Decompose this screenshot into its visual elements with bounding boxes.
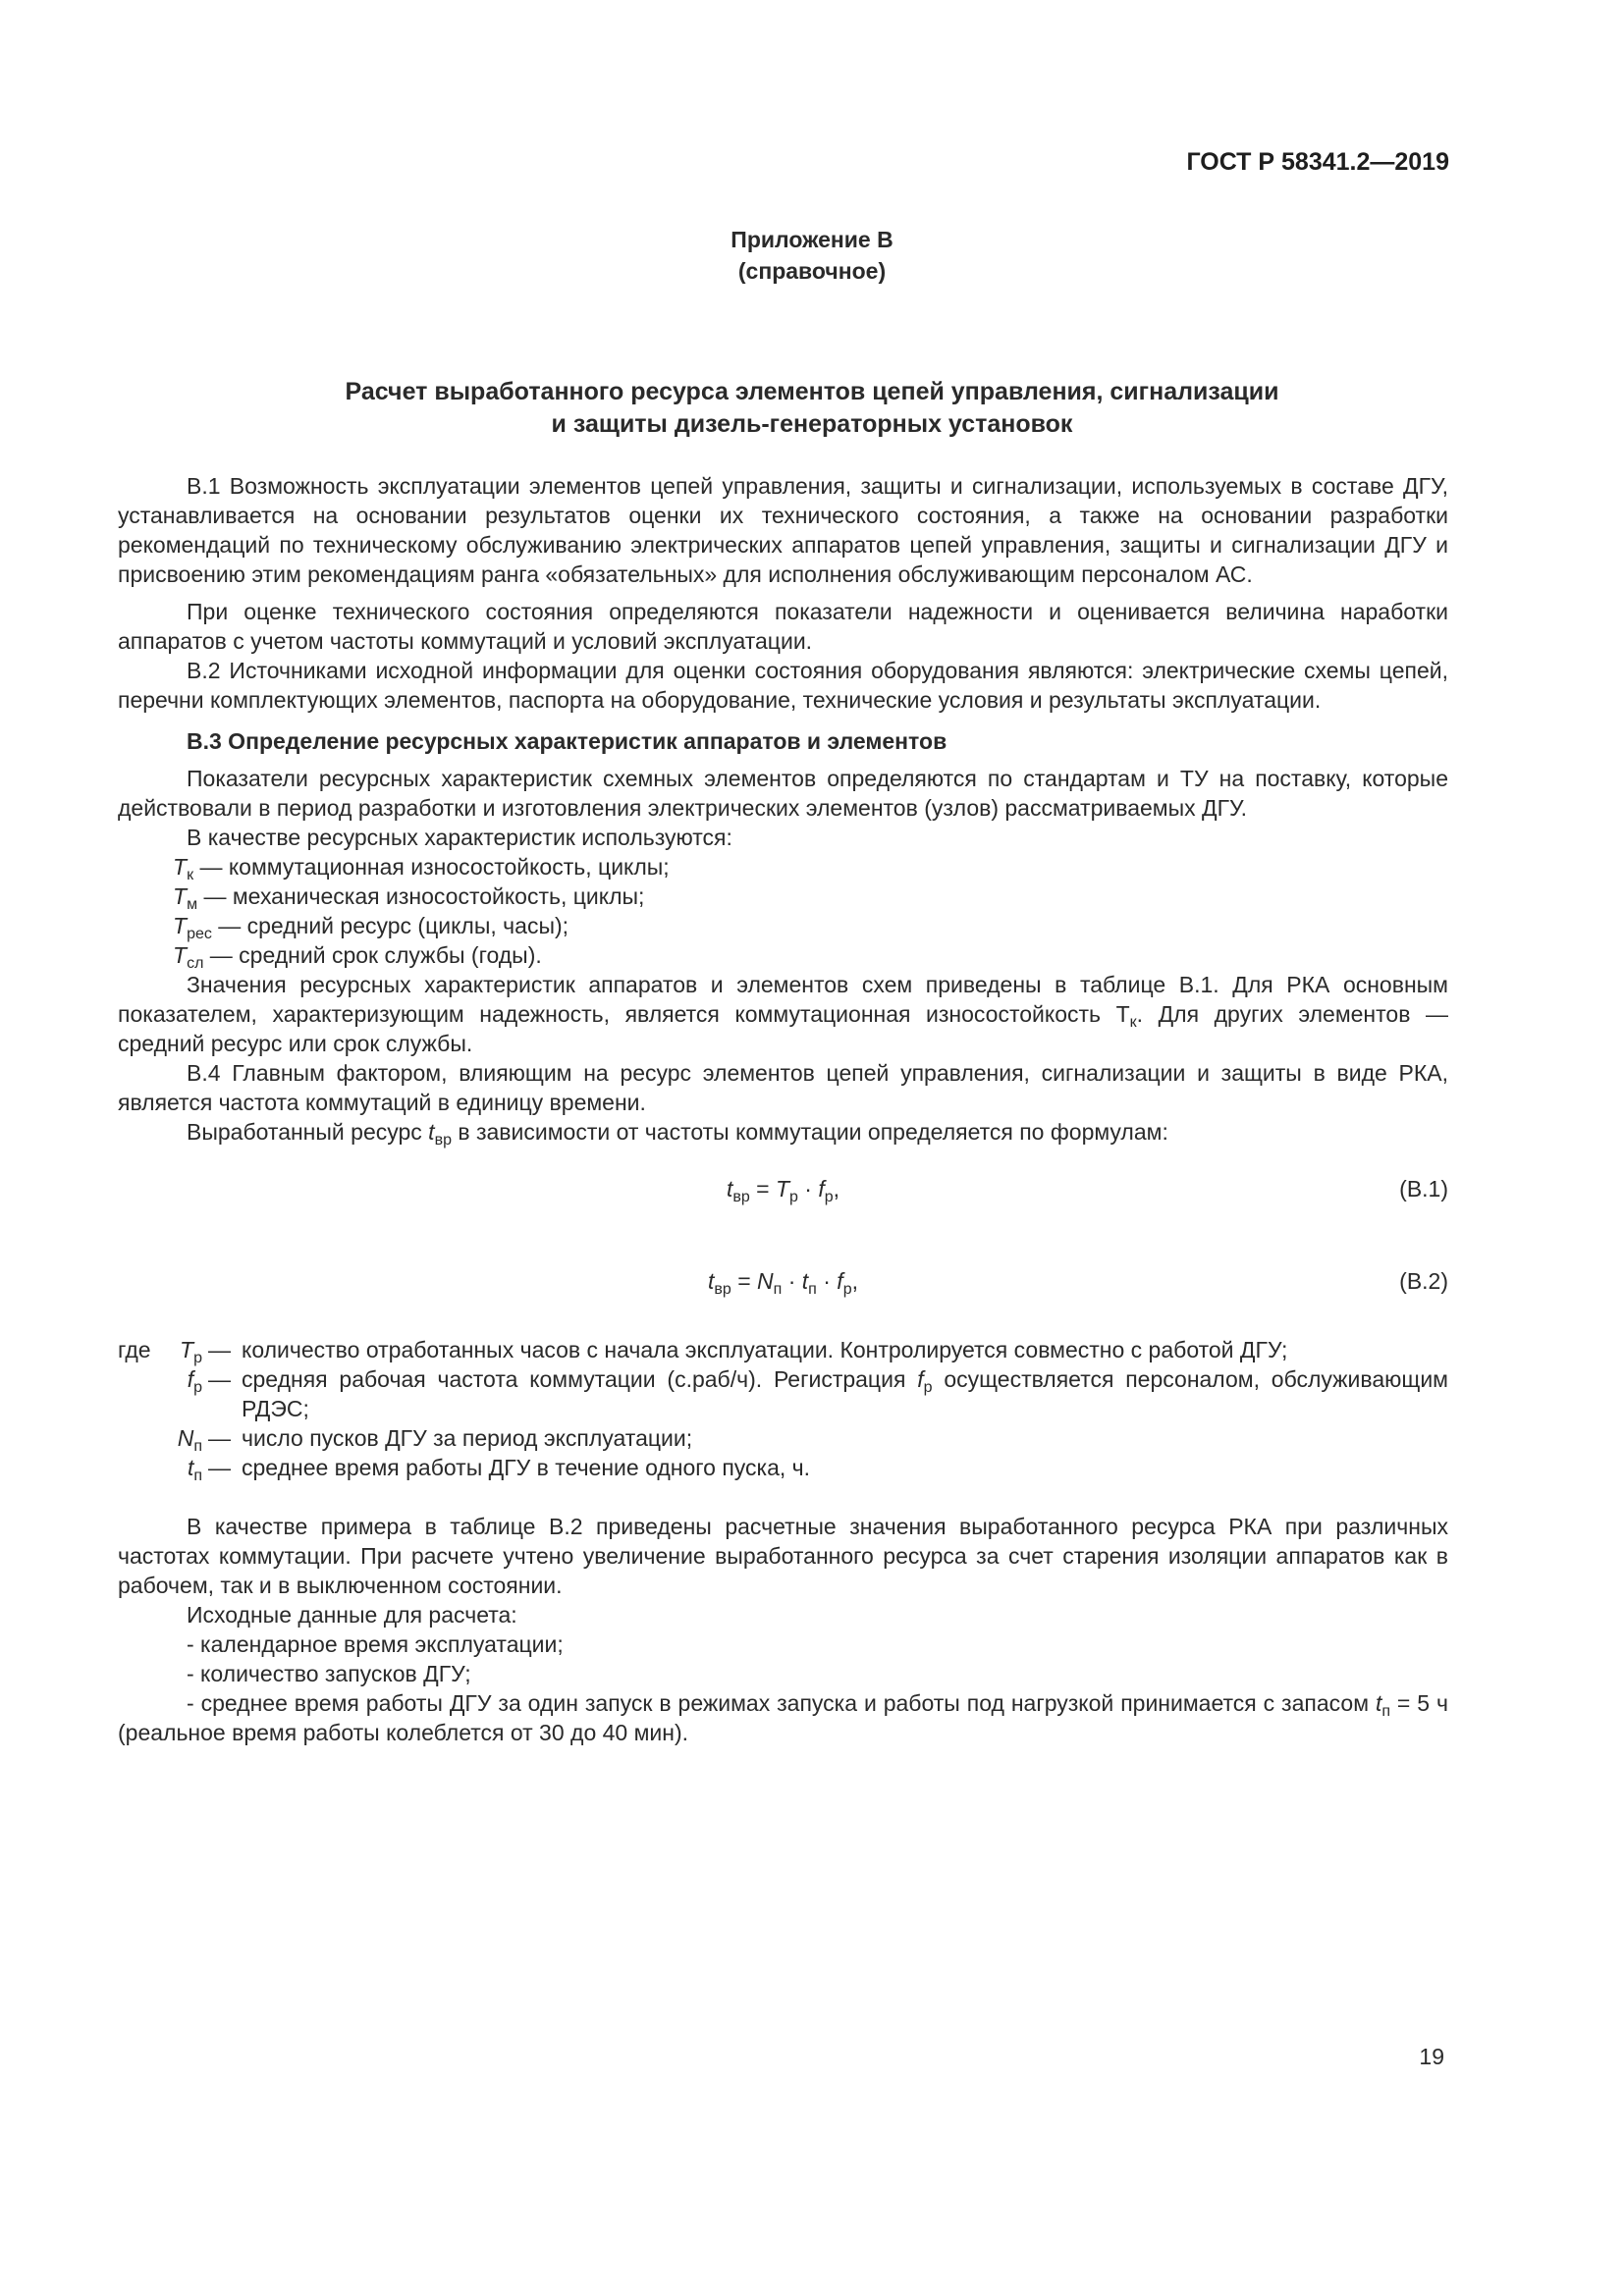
document-body <box>118 471 1448 1747</box>
paragraph-b3b: В качестве ресурсных характеристик используются: <box>187 825 732 850</box>
paragraph-b4: В.4 Главным фактором, влияющим на ресурс элементов цепей управления, сигнализации и защиты в виде РКА, является частота коммутаций в единицу времени. <box>118 1060 1448 1115</box>
where-definitions <box>118 1335 1448 1482</box>
paragraph-example: В качестве примера в таблице В.2 приведены расчетные значения выработанного ресурса РКА при различных частотах коммутации. При расчете учтено увеличение выработанного ресурса за счет старения изоляции аппаратов как в рабочем, так и в выключенном состоянии. <box>118 1514 1448 1598</box>
section-heading-b3: В.3 Определение ресурсных характеристик аппаратов и элементов <box>187 728 947 754</box>
appendix-title: Приложение В <box>731 227 893 252</box>
list-item: $T_м$ — механическая износостойкость, циклы; <box>173 883 645 913</box>
formula-number: (В.1) <box>1399 1176 1448 1201</box>
page-number: 19 <box>1419 2044 1444 2069</box>
characteristics-list <box>118 852 1448 970</box>
initial-data-item: - среднее время работы ДГУ за один запуск в режимах запуска и работы под нагрузкой принимается с запасом $t_п = 5$ ч (реальное время работы колеблется от 30 до 40 мин). <box>118 1690 1448 1745</box>
standard-code: ГОСТ Р 58341.2—2019 <box>1186 148 1449 176</box>
paragraph-b2: В.2 Источниками исходной информации для оценки состояния оборудования являются: электрические схемы цепей, перечни комплектующих элементов, паспорта на оборудование, технические условия и результаты эксплуатации. <box>118 658 1448 713</box>
formula-b1 <box>118 1174 1448 1207</box>
initial-data-item: - количество запусков ДГУ; <box>187 1661 471 1686</box>
where-label: где <box>118 1337 151 1362</box>
appendix-type: (справочное) <box>737 258 887 284</box>
paragraph-b1b: При оценке технического состояния определяются показатели надежности и оценивается величина наработки аппаратов с учетом частоты коммутаций и условий эксплуатации. <box>118 599 1448 654</box>
list-item: $T_{рес}$ — средний ресурс (циклы, часы); <box>173 913 569 942</box>
list-item: $T_{сл}$ — средний срок службы (годы). <box>173 942 542 972</box>
paragraph-b1: В.1 Возможность эксплуатации элементов цепей управления, защиты и сигнализации, используемых в составе ДГУ, устанавливается на основании результатов оценки их технического состояния, а также на основании разработки рекомендаций по техническому обслуживанию электрических аппаратов цепей управления, защиты и сигнализации ДГУ и присвоению этим рекомендациям ранга «обязательных» для исполнения обслуживающим персоналом АС. <box>118 473 1448 587</box>
where-row: где $T_р$ — количество отработанных часов с начала эксплуатации. Контролируется совместно с работой ДГУ; <box>118 1337 1288 1366</box>
paragraph-b3a: Показатели ресурсных характеристик схемных элементов определяются по стандартам и ТУ на поставку, которые действовали в период разработки и изготовления электрических элементов (узлов) рассматриваемых ДГУ. <box>118 766 1448 821</box>
title-line-1: Расчет выработанного ресурса элементов цепей управления, сигнализации <box>345 378 1279 405</box>
formula-number: (В.2) <box>1399 1268 1448 1294</box>
formula-b2 <box>118 1266 1448 1300</box>
list-item: $T_к$ — коммутационная износостойкость, циклы; <box>173 854 670 883</box>
document-title <box>0 376 1624 441</box>
where-row: $t_п$ — среднее время работы ДГУ в течение одного пуска, ч. <box>187 1455 811 1484</box>
title-line-2: и защиты дизель-генераторных установок <box>551 410 1073 438</box>
formula-expression: $t_{вр} = T_р \cdot f_р$, <box>726 1176 840 1205</box>
appendix-heading <box>0 224 1624 287</box>
initial-data-item: - календарное время эксплуатации; <box>187 1631 564 1657</box>
paragraph-initial-data: Исходные данные для расчета: <box>187 1602 517 1628</box>
where-row: $N_п$ — число пусков ДГУ за период эксплуатации; <box>177 1425 693 1455</box>
formula-expression: $t_{вр} = N_п \cdot t_п \cdot f_р$, <box>708 1268 858 1298</box>
where-row: $f_р$ — средняя рабочая частота коммутации (с.раб/ч). Регистрация $f_р$ осуществляется персоналом, обслуживающим РДЭС; <box>187 1366 1448 1421</box>
paragraph-b3c: Значения ресурсных характеристик аппаратов и элементов схем приведены в таблице В.1. Для РКА основным показателем, характеризующим надежность, является коммутационная износостойкость $Т_к$. Для других элементов — средний ресурс или срок службы. <box>118 972 1448 1056</box>
paragraph-b4b: Выработанный ресурс $t_{вр}$ в зависимости от частоты коммутации определяется по формулам: <box>187 1119 1168 1148</box>
